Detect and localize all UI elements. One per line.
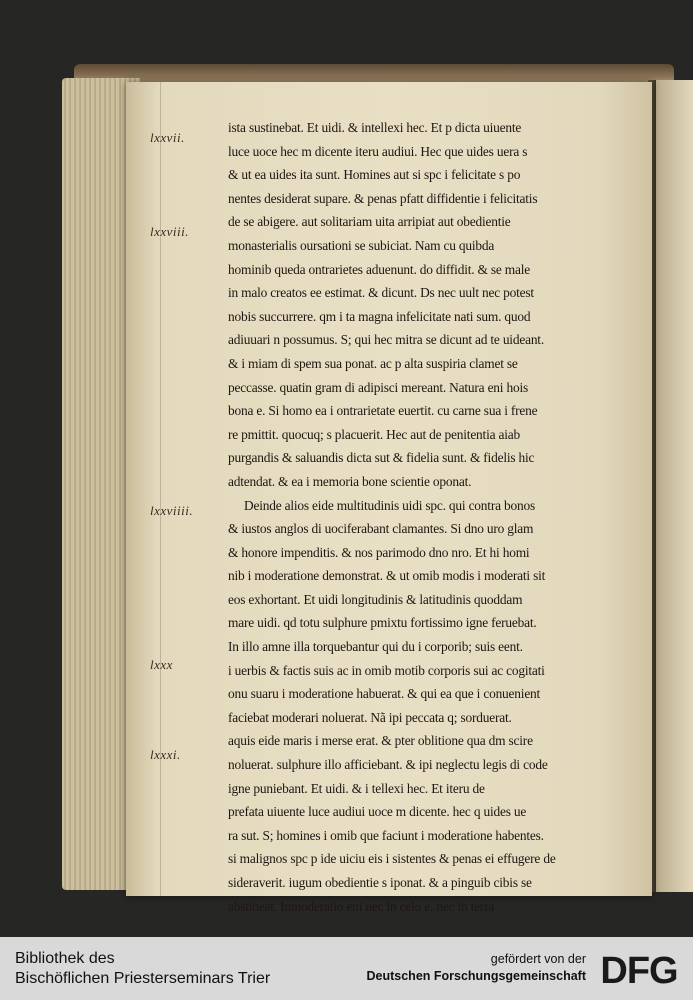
marginal-number: lxxvii. (150, 130, 185, 145)
marginal-number: lxxx (150, 657, 173, 672)
text-line: & iustos anglos di uociferabant clamantes. Si dno uro glam (228, 521, 534, 537)
text-line: si malignos spc p ide uiciu eis i sistentes & penas ei effugere de (228, 851, 556, 867)
text-line: in malo creatos ee estimat. & dicunt. Ds nec uult nec potest (228, 285, 534, 301)
text-line: abstineat. Inmoderatio eni nec in celo e. nec in terra (228, 898, 495, 914)
text-line: prefata uiuente luce audiui uoce m dicente. hec q uides ue (228, 804, 527, 820)
text-line: purgandis & saluandis dicta sut & fidelia sunt. & fidelis hic (228, 450, 535, 466)
text-line: faciebat moderari noluerat. Nã ipi peccata q; sorduerat. (228, 709, 512, 725)
text-line: onu suaru i moderatione habuerat. & qui ea que i conuenient (228, 686, 541, 702)
manuscript-text (228, 116, 638, 918)
text-line: In illo amne illa torquebantur qui du i corporib; suis eent. (228, 639, 523, 655)
text-line: re pmittit. quocuq; s placuerit. Hec aut de penitentia aiab (228, 426, 520, 442)
text-line: de se abigere. aut solitariam uita arripiat aut obedientie (228, 214, 511, 230)
library-name-line: Bischöflichen Priesterseminars Trier (15, 970, 271, 987)
text-line: ista sustinebat. Et uidi. & intellexi hec. Et p dicta uiuente (228, 120, 522, 135)
text-line: nib i moderatione demonstrat. & ut omib modis i moderati sit (228, 568, 546, 584)
text-line: & ut ea uides ita sunt. Homines aut si spc i felicitate s po (228, 167, 521, 183)
text-line: bona e. Si homo ea i ontrarietate euertit. cu carne sua i frene (228, 403, 538, 419)
text-line: nentes desiderat supare. & penas pfatt diffidentie i felicitatis (228, 190, 538, 206)
funding-organization: Deutschen Forschungsgemeinschaft (366, 969, 586, 983)
facing-page-edge (656, 80, 693, 892)
funding-line: gefördert von der (490, 952, 586, 966)
library-name-line: Bibliothek des (15, 950, 115, 967)
text-line: Deinde alios eide multitudinis uidi spc. qui contra bonos (244, 497, 535, 513)
text-line: peccasse. quatin gram di adipisci mereant. Natura eni hois (228, 379, 528, 395)
text-line: mare uidi. qd totu sulphure pmixtu fortissimo igne feruebat. (228, 615, 537, 631)
text-line: sideraverit. iugum obedientie s iponat. & a pinguib cibis se (228, 875, 532, 890)
text-line: aquis eide maris i merse erat. & pter oblitione qua dm scire (228, 733, 533, 749)
marginal-number: lxxviii. (150, 224, 190, 239)
text-line: noluerat. sulphure illo afficiebant. & ipi neglectu legis di code (228, 757, 548, 773)
funding-note (346, 951, 586, 985)
library-name (15, 949, 270, 989)
marginal-number: lxxviiii. (150, 503, 194, 518)
marginal-number: lxxxi. (150, 747, 181, 762)
text-line: adiuuari n possumus. S; qui hec mitra se dicunt ad te uideant. (228, 332, 544, 348)
text-line: igne puniebant. Et uidi. & i tellexi hec. Et iteru de (228, 780, 485, 796)
text-line: & honore impenditis. & nos parimodo dno nro. Et hi homi (228, 544, 530, 560)
text-line: hominib queda ontrarietes aduenunt. do diffidit. & se male (228, 261, 531, 277)
text-line: eos exhortant. Et uidi longitudinis & latitudinis quoddam (228, 591, 523, 607)
dfg-logo (592, 950, 686, 988)
footer-bar (0, 937, 693, 1000)
text-line: ra sut. S; homines i omib que faciunt i moderatione habentes. (228, 827, 544, 843)
dfg-logo-text: DFG (600, 950, 678, 988)
text-line: luce uoce hec m dicente iteru audiui. Hec que uides uera s (228, 143, 528, 159)
text-line: i uerbis & factis suis ac in omib motib corporis sui ac cogitati (228, 662, 545, 678)
text-line: nobis succurrere. qm i ta magna infelicitate nati sum. quod (228, 308, 531, 324)
text-line: monasterialis oursationi se subiciat. Nam cu quibda (228, 237, 495, 253)
text-line: adtendat. & ea i memoria bone scientie oponat. (228, 473, 472, 489)
ruling-line (160, 82, 161, 896)
text-line: & i miam di spem sua ponat. ac p alta suspiria clamet se (228, 355, 518, 371)
